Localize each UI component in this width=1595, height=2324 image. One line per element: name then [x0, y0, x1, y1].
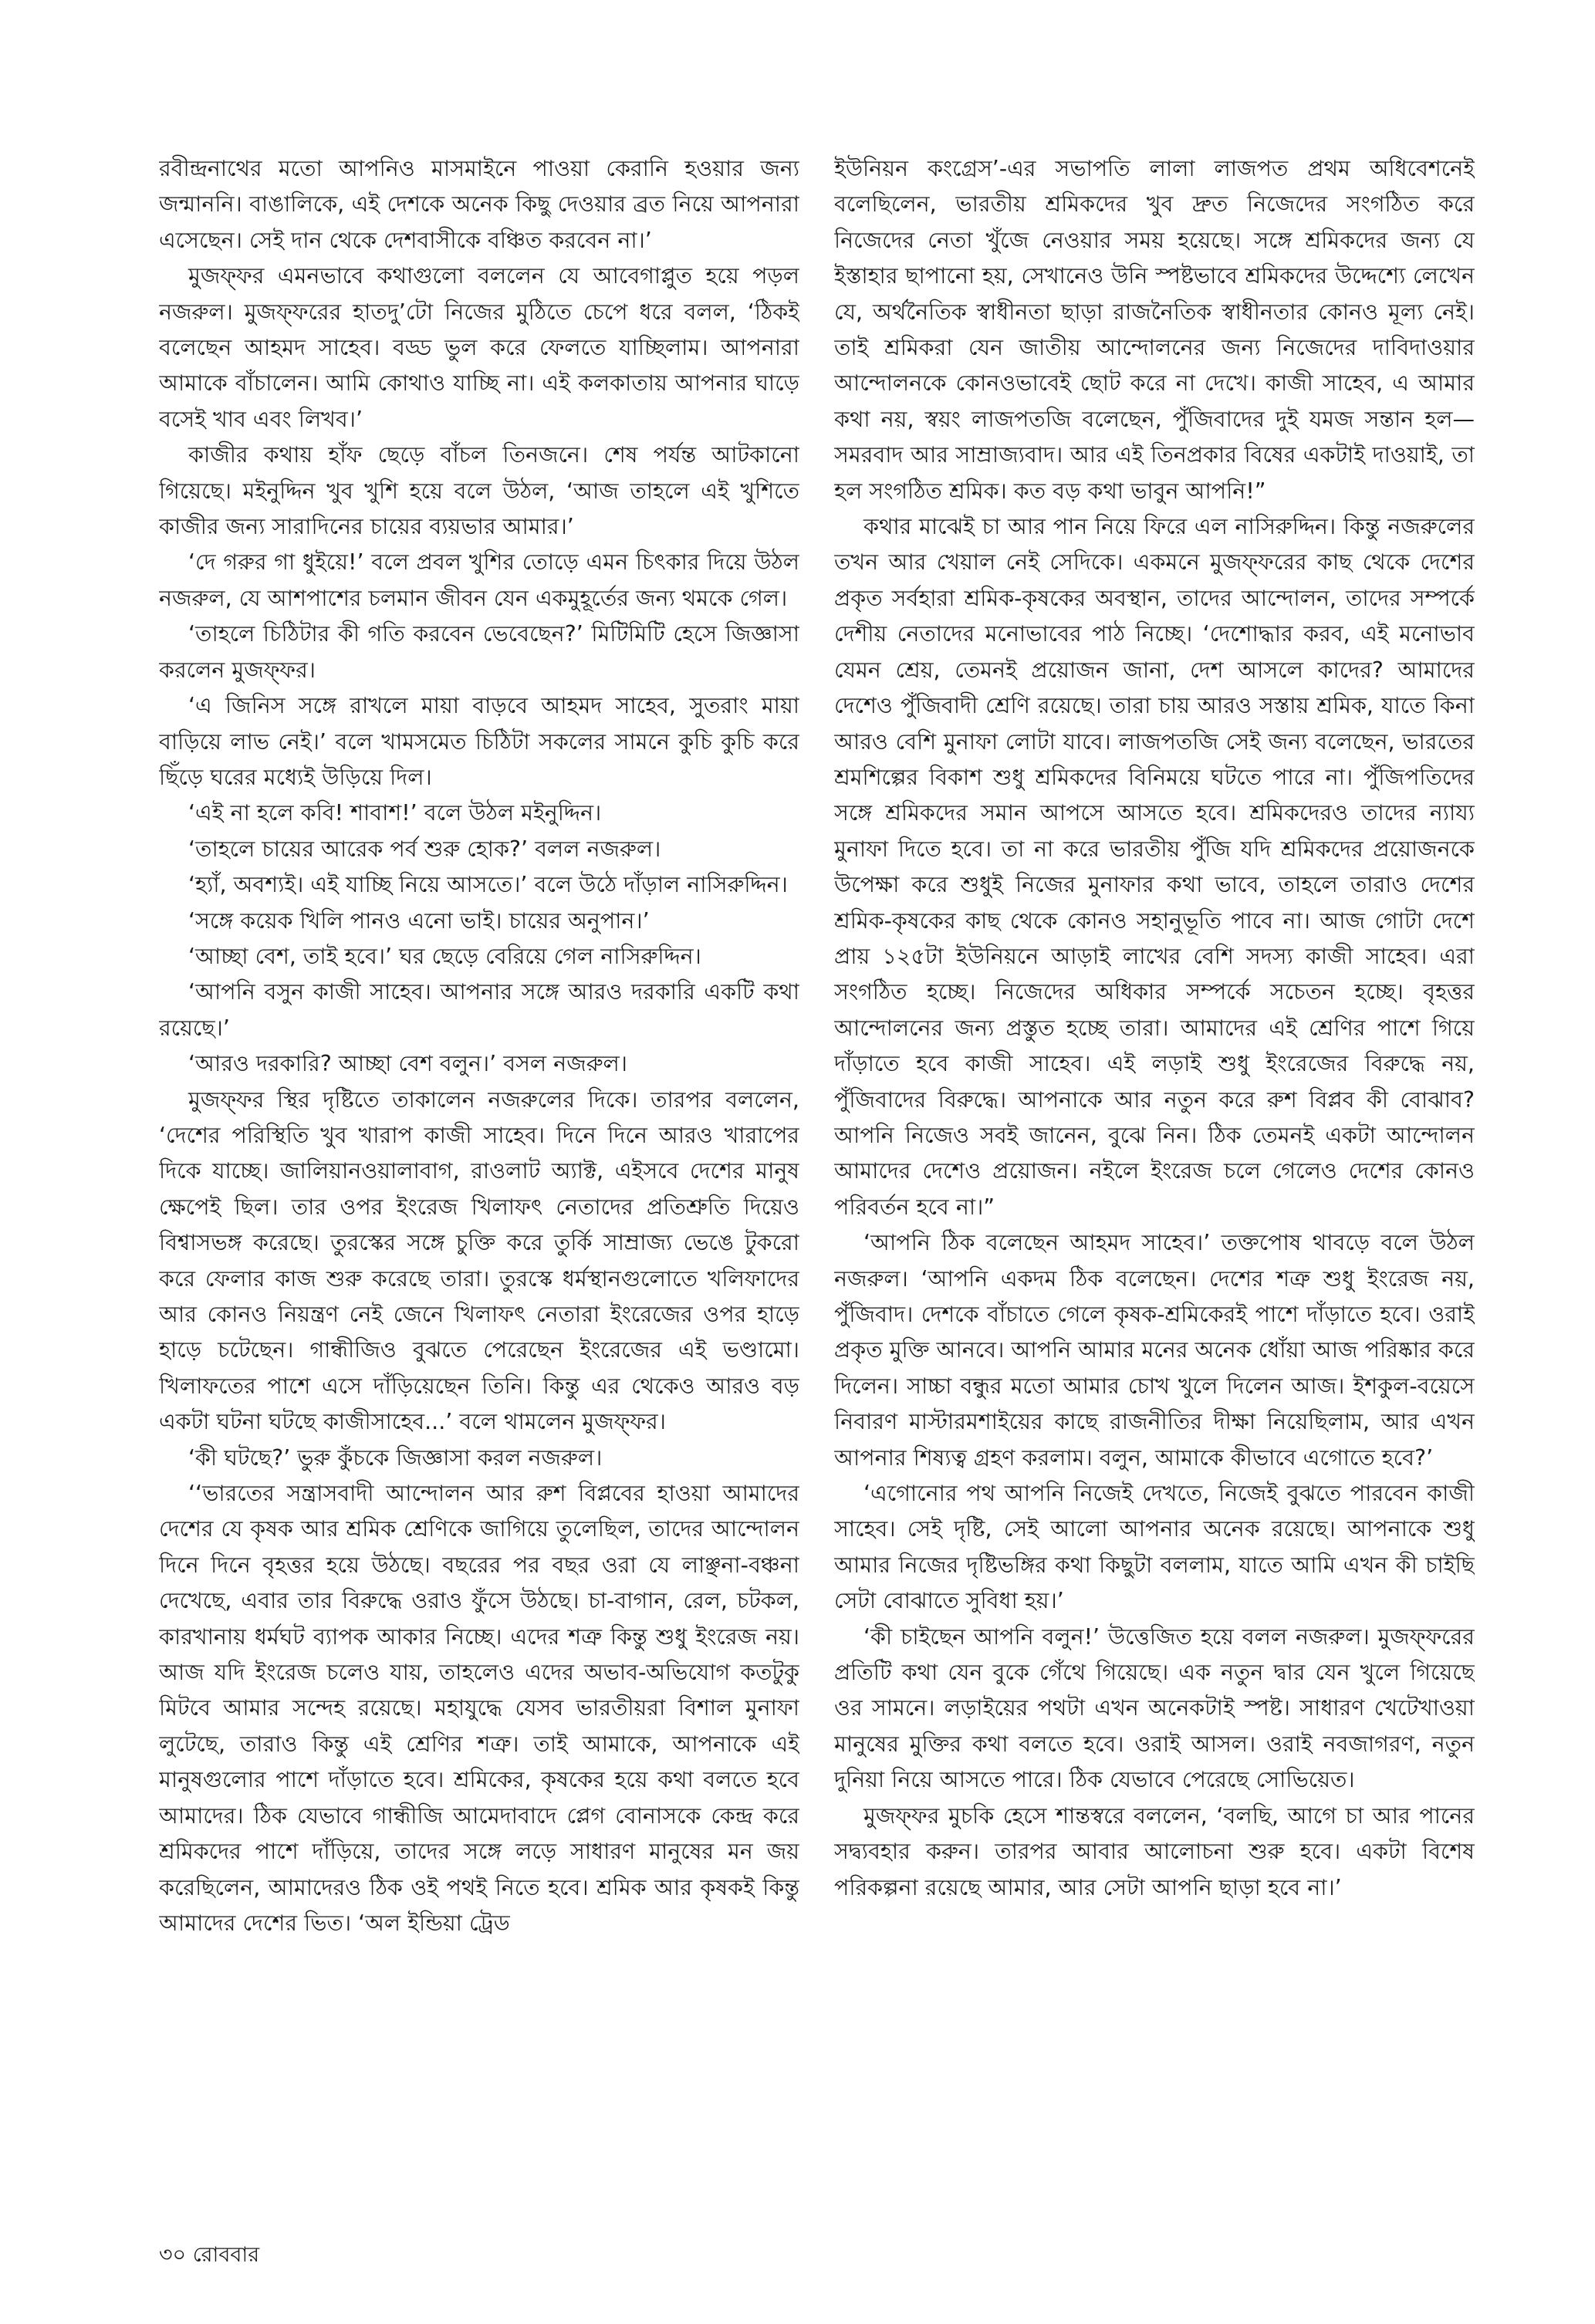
paragraph: ‘দে গরুর গা ধুইয়ে!’ বলে প্রবল খুশির তোড়ে এমন চিৎকার দিয়ে উঠল নজরুল, যে আশপাশের চলমান জীবন যেন একমুহূর্তের জন্য থমকে গেল।	[159, 549, 799, 611]
paragraph: ‘আপনি বসুন কাজী সাহেব। আপনার সঙ্গে আরও দরকারি একটি কথা রয়েছে।’	[159, 979, 799, 1041]
paragraph: ‘সঙ্গে কয়েক খিলি পানও এনো ভাই। চায়ের অনুপান।’	[188, 907, 650, 934]
paragraph: মুজফ্ফর মুচকি হেসে শান্তস্বরে বললেন, ‘বলছি, আগে চা আর পানের সদ্ব্যবহার করুন। তারপর আবার আলোচনা শুরু হবে। একটা বিশেষ পরিকল্পনা রয়েছে আমার, আর সেটা আপনি ছাড়া হবে না।’	[834, 1802, 1475, 1900]
text-column-left	[159, 151, 799, 2219]
paragraph: কথার মাঝেই চা আর পান নিয়ে ফিরে এল নাসিরুদ্দিন। কিন্তু নজরুলের তখন আর খেয়াল নেই সেদিকে। একমনে মুজফ্ফরের কাছ থেকে দেশের প্রকৃত সর্বহারা শ্রমিক-কৃষকের অবস্থান, তাদের আন্দোলন, তাদের সম্পর্কে দেশীয় নেতাদের মনোভাবের পাঠ নিচ্ছে। ‘দেশোদ্ধার করব, এই মনোভাব যেমন শ্রেয়, তেমনই প্রয়োজন জানা, দেশ আসলে কাদের? আমাদের দেশেও পুঁজিবাদী শ্রেণি রয়েছে। তারা চায় আরও সস্তায় শ্রমিক, যাতে কিনা আরও বেশি মুনাফা লোটা যাবে। লাজপতজি সেই জন্য বলেছেন, ভারতের শ্রমশিল্পের বিকাশ শুধু শ্রমিকদের বিনিময়ে ঘটতে পারে না। পুঁজিপতিদের সঙ্গে শ্রমিকদের সমান আপসে আসতে হবে। শ্রমিকদেরও তাদের ন্যায্য মুনাফা দিতে হবে। তা না করে ভারতীয় পুঁজি যদি শ্রমিকদের প্রয়োজনকে উপেক্ষা করে শুধুই নিজের মুনাফার কথা ভাবে, তাহলে তারাও দেশের শ্রমিক-কৃষকের কাছ থেকে কোনও সহানুভূতি পাবে না। আজ গোটা দেশে প্রায় ১২৫টা ইউনিয়নে আড়াই লাখের বেশি সদস্য কাজী সাহেব। এরা সংগঠিত হচ্ছে। নিজেদের অধিকার সম্পর্কে সচেতন হচ্ছে। বৃহত্তর আন্দোলনের জন্য প্রস্তুত হচ্ছে তারা। আমাদের এই শ্রেণির পাশে গিয়ে দাঁড়াতে হবে কাজী সাহেব। এই লড়াই শুধু ইংরেজের বিরুদ্ধে নয়, পুঁজিবাদের বিরুদ্ধে। আপনাকে আর নতুন করে রুশ বিপ্লব কী বোঝাব? আপনি নিজেও সবই জানেন, বুঝে নিন। ঠিক তেমনই একটা আন্দোলন আমাদের দেশেও প্রয়োজন। নইলে ইংরেজ চলে গেলেও দেশের কোনও পরিবর্তন হবে না।”	[834, 514, 1475, 1220]
paragraph: ‘‘ভারতের সন্ত্রাসবাদী আন্দোলন আর রুশ বিপ্লবের হাওয়া আমাদের দেশের যে কৃষক আর শ্রমিক শ্রেণিকে জাগিয়ে তুলেছিল, তাদের আন্দোলন দিনে দিনে বৃহত্তর হয়ে উঠছে। বছরের পর বছর ওরা যে লাঞ্ছনা-বঞ্চনা দেখেছে, এবার তার বিরুদ্ধে ওরাও ফুঁসে উঠছে। চা-বাগান, রেল, চটকল, কারখানায় ধর্মঘট ব্যাপক আকার নিচ্ছে। এদের শত্রু কিন্তু শুধু ইংরেজ নয়। আজ যদি ইংরেজ চলেও যায়, তাহলেও এদের অভাব-অভিযোগ কতটুকু মিটবে আমার সন্দেহ রয়েছে। মহাযুদ্ধে যেসব ভারতীয়রা বিশাল মুনাফা লুটেছে, তারাও কিন্তু এই শ্রেণির শত্রু। তাই আমাকে, আপনাকে এই মানুষগুলোর পাশে দাঁড়াতে হবে। শ্রমিকের, কৃষকের হয়ে কথা বলতে হবে আমাদের। ঠিক যেভাবে গান্ধীজি আমেদাবাদে প্লেগ বোনাসকে কেন্দ্র করে শ্রমিকদের পাশে দাঁড়িয়ে, তাদের সঙ্গে লড়ে সাধারণ মানুষের মন জয় করেছিলেন, আমাদেরও ঠিক ওই পথই নিতে হবে। শ্রমিক আর কৃষকই কিন্তু আমাদের দেশের ভিত। ‘অল ইন্ডিয়া ট্রেড	[159, 1481, 799, 1936]
paragraph: ‘হ্যাঁ, অবশ্যই। এই যাচ্ছি নিয়ে আসতে।’ বলে উঠে দাঁড়াল নাসিরুদ্দিন।	[188, 872, 788, 898]
paragraph: ‘এই না হলে কবি! শাবাশ!’ বলে উঠল মইনুদ্দিন।	[188, 800, 602, 826]
page-folio: ৩০ রোববার	[159, 2243, 260, 2267]
paragraph: মুজফ্ফর স্থির দৃষ্টিতে তাকালেন নজরুলের দিকে। তারপর বললেন, ‘দেশের পরিস্থিতি খুব খারাপ কাজী সাহেব। দিনে দিনে আরও খারাপের দিকে যাচ্ছে। জালিয়ানওয়ালাবাগ, রাওলাট অ্যাক্ট, এইসবে দেশের মানুষ ক্ষেপেই ছিল। তার ওপর ইংরেজ খিলাফৎ নেতাদের প্রতিশ্রুতি দিয়েও বিশ্বাসভঙ্গ করেছে। তুরস্কের সঙ্গে চুক্তি করে তুর্কি সাম্রাজ্য ভেঙে টুকরো করে ফেলার কাজ শুরু করেছে তারা। তুরস্কে ধর্মস্থানগুলোতে খলিফাদের আর কোনও নিয়ন্ত্রণ নেই জেনে খিলাফৎ নেতারা ইংরেজের ওপর হাড়ে হাড়ে চটেছেন। গান্ধীজিও বুঝতে পেরেছেন ইংরেজের এই ভণ্ডামো। খিলাফতের পাশে এসে দাঁড়িয়েছেন তিনি। কিন্তু এর থেকেও আরও বড় একটা ঘটনা ঘটছে কাজীসাহেব...’ বলে থামলেন মুজফ্ফর।	[159, 1086, 799, 1435]
paragraph: ‘তাহলে চিঠিটার কী গতি করবেন ভেবেছেন?’ মিটিমিটি হেসে জিজ্ঞাসা করলেন মুজফ্ফর।	[159, 621, 799, 683]
paragraph: ‘এগোনোর পথ আপনি নিজেই দেখতে, নিজেই বুঝতে পারবেন কাজী সাহেব। সেই দৃষ্টি, সেই আলো আপনার অনেক রয়েছে। আপনাকে শুধু আমার নিজের দৃষ্টিভঙ্গির কথা কিছুটা বললাম, যাতে আমি এখন কী চাইছি সেটা বোঝাতে সুবিধা হয়।’	[834, 1481, 1475, 1614]
paragraph: ‘কী ঘটছে?’ ভুরু কুঁচকে জিজ্ঞাসা করল নজরুল।	[188, 1444, 603, 1471]
paragraph: ইউনিয়ন কংগ্রেস’-এর সভাপতি লালা লাজপত প্রথম অধিবেশনেই বলেছিলেন, ভারতীয় শ্রমিকদের খুব দ্রুত নিজেদের সংগঠিত করে নিজেদের নেতা খুঁজে নেওয়ার সময় হয়েছে। সঙ্গে শ্রমিকদের জন্য যে ইস্তাহার ছাপানো হয়, সেখানেও উনি স্পষ্টভাবে শ্রমিকদের উদ্দেশ্যে লেখেন যে, অর্থনৈতিক স্বাধীনতা ছাড়া রাজনৈতিক স্বাধীনতার কোনও মূল্য নেই। তাই শ্রমিকরা যেন জাতীয় আন্দোলনের জন্য নিজেদের দাবিদাওয়ার আন্দোলনকে কোনওভাবেই ছোট করে না দেখে। কাজী সাহেব, এ আমার কথা নয়, স্বয়ং লাজপতজি বলেছেন, পুঁজিবাদের দুই যমজ সন্তান হল— সমরবাদ আর সাম্রাজ্যবাদ। আর এই তিনপ্রকার বিষের একটাই দাওয়াই, তা হল সংগঠিত শ্রমিক। কত বড় কথা ভাবুন আপনি!”	[834, 156, 1475, 504]
paragraph: রবীন্দ্রনাথের মতো আপনিও মাসমাইনে পাওয়া কেরানি হওয়ার জন্য জন্মাননি। বাঙালিকে, এই দেশকে অনেক কিছু দেওয়ার ব্রত নিয়ে আপনারা এসেছেন। সেই দান থেকে দেশবাসীকে বঞ্চিত করবেন না।’	[159, 156, 799, 253]
paragraph: ‘তাহলে চায়ের আরেক পর্ব শুরু হোক?’ বলল নজরুল।	[188, 836, 661, 862]
paragraph: ‘আচ্ছা বেশ, তাই হবে।’ ঘর ছেড়ে বেরিয়ে গেল নাসিরুদ্দিন।	[188, 943, 701, 969]
paragraph: কাজীর কথায় হাঁফ ছেড়ে বাঁচল তিনজনে। শেষ পর্যন্ত আটকানো গিয়েছে। মইনুদ্দিন খুব খুশি হয়ে বলে উঠল, ‘আজ তাহলে এই খুশিতে কাজীর জন্য সারাদিনের চায়ের ব্যয়ভার আমার।’	[159, 442, 799, 540]
text-column-right	[834, 151, 1475, 2219]
paragraph: ‘এ জিনিস সঙ্গে রাখলে মায়া বাড়বে আহমদ সাহেব, সুতরাং মায়া বাড়িয়ে লাভ নেই।’ বলে খামসমেত চিঠিটা সকলের সামনে কুচি কুচি করে ছিঁড়ে ঘরের মধ্যেই উড়িয়ে দিল।	[159, 693, 799, 790]
paragraph: ‘কী চাইছেন আপনি বলুন!’ উত্তেজিত হয়ে বলল নজরুল। মুজফ্ফরের প্রতিটি কথা যেন বুকে গেঁথে গিয়েছে। এক নতুন দ্বার যেন খুলে গিয়েছে ওর সামনে। লড়াইয়ের পথটা এখন অনেকটাই স্পষ্ট। সাধারণ খেটেখাওয়া মানুষের মুক্তির কথা বলতে হবে। ওরাই আসল। ওরাই নবজাগরণ, নতুন দুনিয়া নিয়ে আসতে পারে। ঠিক যেভাবে পেরেছে সোভিয়েত।	[834, 1623, 1475, 1793]
paragraph: ‘আপনি ঠিক বলেছেন আহমদ সাহেব।’ তক্তপোষ থাবড়ে বলে উঠল নজরুল। ‘আপনি একদম ঠিক বলেছেন। দেশের শত্রু শুধু ইংরেজ নয়, পুঁজিবাদ। দেশকে বাঁচাতে গেলে কৃষক-শ্রমিকেরই পাশে দাঁড়াতে হবে। ওরাই প্রকৃত মুক্তি আনবে। আপনি আমার মনের অনেক ধোঁয়া আজ পরিষ্কার করে দিলেন। সাচ্চা বন্ধুর মতো আমার চোখ খুলে দিলেন আজ। ইশকুল-বয়েসে নিবারণ মাস্টারমশাইয়ের কাছে রাজনীতির দীক্ষা নিয়েছিলাম, আর এখন আপনার শিষ্যত্ব গ্রহণ করলাম। বলুন, আমাকে কীভাবে এগোতে হবে?’	[834, 1230, 1475, 1471]
paragraph: ‘আরও দরকারি? আচ্ছা বেশ বলুন।’ বসল নজরুল।	[188, 1051, 627, 1077]
paragraph: মুজফ্ফর এমনভাবে কথাগুলো বললেন যে আবেগাপ্লুত হয়ে পড়ল নজরুল। মুজফ্ফরের হাতদু’টো নিজের মুঠিতে চেপে ধরে বলল, ‘ঠিকই বলেছেন আহমদ সাহেব। বড্ড ভুল করে ফেলতে যাচ্ছিলাম। আপনারা আমাকে বাঁচালেন। আমি কোথাও যাচ্ছি না। এই কলকাতায় আপনার ঘাড়ে বসেই খাব এবং লিখব।’	[159, 263, 799, 432]
